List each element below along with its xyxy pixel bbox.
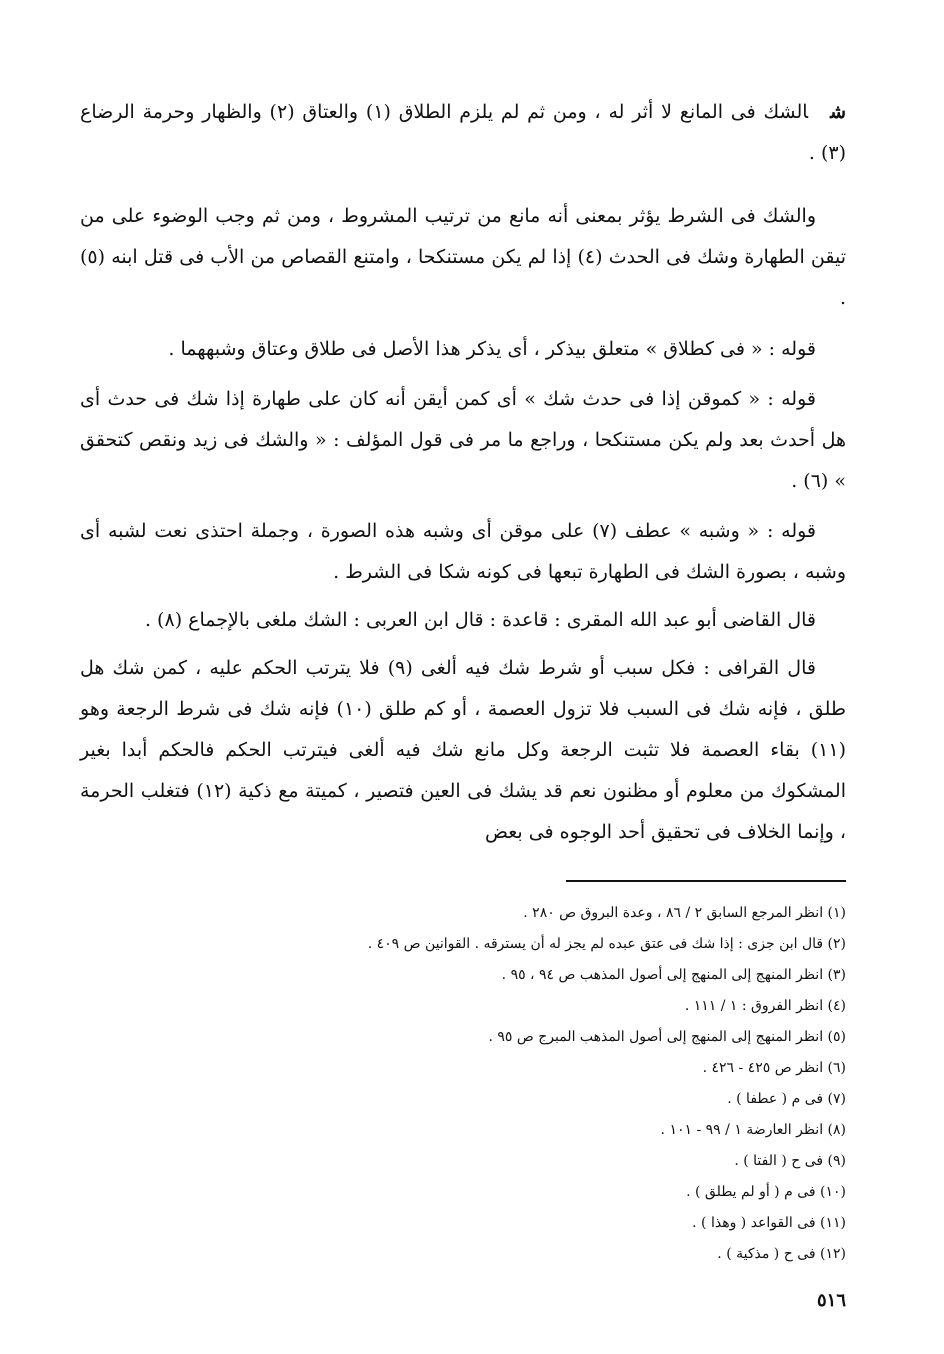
footnote: (١٢) فى ح ( مذكية ) . (717, 1246, 846, 1262)
footnote: (١١) فى القواعد ( وهذا ) . (692, 1215, 846, 1231)
paragraph-text: قوله : « كموقن إذا فى حدث شك » أى كمن أيقن أنه كان على طهارة إذا شك فى حدث أى هل أحدث بعد ولم يكن مستنكحا ، وراجع ما مر فى قول المؤلف : « والشك فى زيد ونقص كتحقق » (٦) . (80, 388, 846, 492)
paragraph (80, 379, 846, 502)
footnotes (86, 898, 846, 1270)
paragraph (80, 511, 846, 593)
footnote: (٤) انظر الفروق : ١ / ١١١ . (684, 998, 846, 1014)
paragraph-text: قال القاضى أبو عبد الله المقرى : قاعدة : قال ابن العربى : الشك ملغى بالإجماع (٨) . (144, 609, 816, 631)
main-text (80, 92, 846, 853)
paragraph (80, 196, 846, 319)
footnote: (١) انظر المرجع السابق ٢ / ٨٦ ، وعدة البروق ص ٢٨٠ . (523, 905, 846, 921)
paragraph-text: قال القرافى : فكل سبب أو شرط شك فيه ألغى (٩) فلا يترتب الحكم عليه ، كمن شك هل طلق ، فإنه شك فى السبب فلا تزول العصمة ، أو كم طلق (١٠) فإنه شك فى شرط الرجعة وهو (١١) بقاء العصمة فلا تثبت الرجعة وكل مانع شك فيه ألغى فيترتب الحكم فالحكم أبدا بغير المشكوك من معلوم أو مظنون نعم قد يشك فى العين فتصير ، كميتة مع ذكية (١٢) فتغلب الحرمة ، وإنما الخلاف فى تحقيق أحد الوجوه فى بعض (80, 657, 847, 843)
paragraph-text: الشك فى المانع لا أثر له ، ومن ثم لم يلزم الطلاق (١) والعتاق (٢) والظهار وحرمة الرضاع (٣) . (80, 101, 846, 164)
footnote: (٨) انظر العارضة ١ / ٩٩ - ١٠١ . (660, 1122, 846, 1138)
footnote: (٦) انظر ص ٤٢٥ - ٤٢٦ . (702, 1060, 846, 1076)
paragraph-text: والشك فى الشرط يؤثر بمعنى أنه مانع من ترتيب المشروط ، ومن ثم وجب الوضوء على من تيقن الطهارة وشك فى الحدث (٤) إذا لم يكن مستنكحا ، وامتنع القصاص من الأب فى قتل ابنه (٥) . (80, 205, 847, 309)
paragraph (80, 600, 846, 641)
footnote: (٢) قال ابن جزى : إذا شك فى عتق عبده لم يجز له أن يسترقه . القوانين ص ٤٠٩ . (367, 936, 846, 952)
page-number: ٥١٦ (816, 1290, 846, 1311)
footnote: (٩) فى ح ( الفتا ) . (734, 1153, 846, 1169)
footnote: (٥) انظر المنهج إلى المنهج إلى أصول المذهب المبرج ص ٩٥ . (488, 1029, 846, 1045)
paragraph-marker: ش (830, 101, 846, 123)
footnote: (١٠) فى م ( أو لم يطلق ) . (686, 1184, 846, 1200)
paragraph (80, 648, 846, 853)
paragraph-text: قوله : « وشبه » عطف (٧) على موقن أى وشبه هذه الصورة ، وجملة احتذى نعت لشبه أى وشبه ، بصورة الشك فى الطهارة تبعها فى كونه شكا فى الشرط . (80, 520, 846, 583)
footnote: (٧) فى م ( عطفا ) . (727, 1091, 846, 1107)
paragraph-text: قوله : « فى كطلاق » متعلق بيذكر ، أى يذكر هذا الأصل فى طلاق وعتاق وشبههما . (168, 338, 816, 360)
paragraph (80, 92, 846, 174)
footnote: (٣) انظر المنهج إلى المنهج إلى أصول المذهب ص ٩٤ ، ٩٥ . (501, 967, 846, 983)
footnote-separator (566, 880, 846, 882)
paragraph (80, 329, 846, 370)
